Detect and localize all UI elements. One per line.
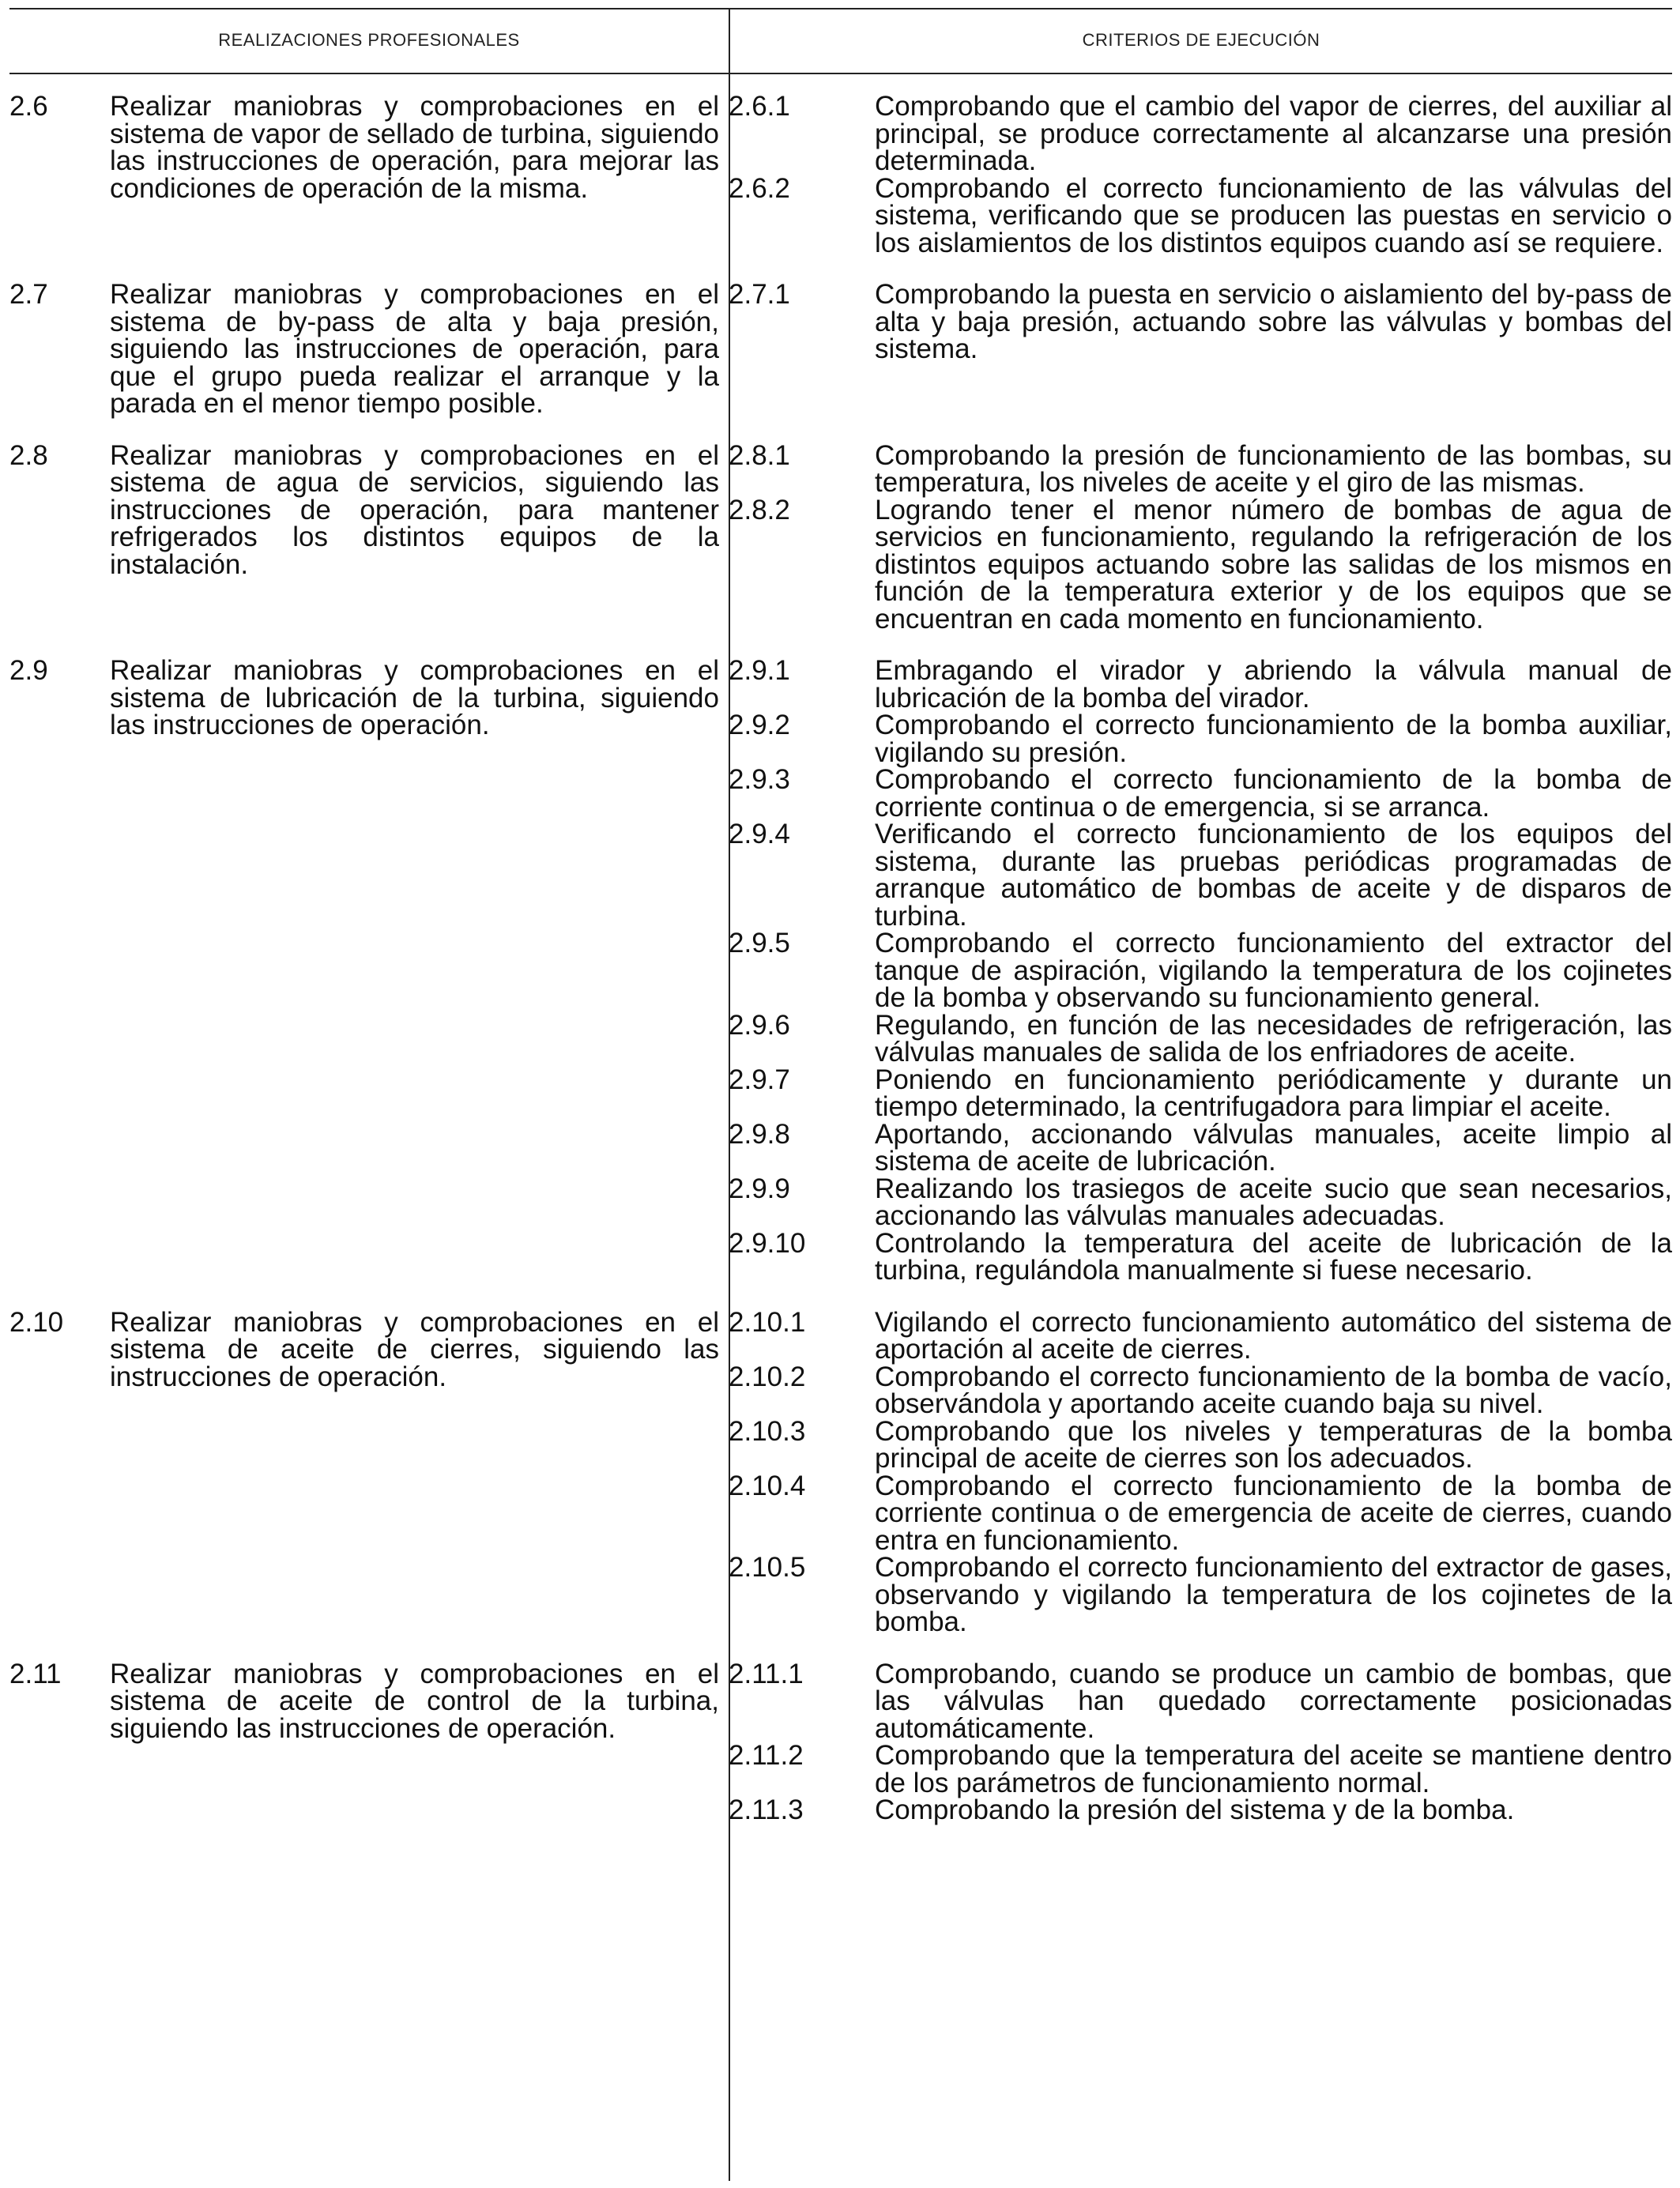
realizacion-text: Realizar maniobras y comprobaciones en el sistema de vapor de sellado de turbina, siguiendo las instrucciones de operación, para mejorar las condiciones de operación de la misma. — [110, 91, 719, 204]
criterio-item — [729, 1306, 1672, 1365]
realizacion-number: 2.6 — [9, 91, 48, 122]
criterio-item — [729, 1064, 1672, 1122]
criterio-text: Comprobando que el cambio del vapor de cierres, del auxiliar al principal, se produce correctamente al alcanzarse una presión determinada. — [875, 91, 1672, 176]
criterio-text: Embragando el virador y abriendo la válvula manual de lubricación de la bomba del virador. — [875, 655, 1672, 714]
criterio-text: Comprobando el correcto funcionamiento de la bomba de corriente continua o de emergencia, si se arranca. — [875, 764, 1672, 823]
criterio-item — [729, 1794, 1672, 1825]
criterio-text: Regulando, en función de las necesidades de refrigeración, las válvulas manuales de salida de los enfriadores de aceite. — [875, 1009, 1672, 1068]
criterio-item — [729, 821, 1672, 930]
row-spacer — [9, 418, 1672, 442]
criterio-text: Comprobando la presión del sistema y de la bomba. — [875, 1794, 1515, 1825]
table-row — [9, 439, 1672, 635]
criterio-number: 2.6.2 — [729, 172, 790, 204]
criterio-item — [729, 93, 1672, 175]
criterio-number: 2.9.10 — [729, 1227, 806, 1259]
criterio-number: 2.10.4 — [729, 1470, 806, 1501]
criterio-item — [729, 1742, 1672, 1797]
realizacion-cell — [9, 657, 719, 1285]
criterio-number: 2.9.8 — [729, 1118, 790, 1150]
criterio-number: 2.9.9 — [729, 1173, 790, 1204]
criterio-number: 2.9.5 — [729, 928, 790, 958]
table-row — [9, 281, 1672, 418]
criterio-text: Aportando, accionando válvulas manuales, aceite limpio al sistema de aceite de lubricación. — [875, 1118, 1672, 1177]
criterio-text: Verificando el correcto funcionamiento de los equipos del sistema, durante las pruebas periódicas programadas de arranque automático de bombas de aceite y de disparos de turbina. — [875, 819, 1672, 932]
criterio-number: 2.10.3 — [729, 1415, 806, 1447]
realizacion-text: Realizar maniobras y comprobaciones en el sistema de aceite de cierres, siguiendo las instrucciones de operación. — [110, 1306, 719, 1392]
realizacion-text: Realizar maniobras y comprobaciones en el sistema de by-pass de alta y baja presión, siguiendo las instrucciones de operación, para que el grupo pueda realizar el arranque y la parada en el menor tiempo posible. — [110, 279, 719, 419]
criterios-cell — [729, 657, 1672, 1285]
table-row — [9, 657, 1672, 1285]
criterio-text: Comprobando el correcto funcionamiento de la bomba de corriente continua o de emergencia de aceite de cierres, cuando entra en funcionamiento. — [875, 1470, 1672, 1556]
criterio-number: 2.11.1 — [729, 1658, 804, 1689]
criterio-item — [729, 439, 1672, 498]
criterio-number: 2.6.1 — [729, 91, 790, 122]
criterio-text: Comprobando el correcto funcionamiento de la bomba auxiliar, vigilando su presión. — [875, 710, 1672, 768]
criterio-number: 2.10.2 — [729, 1361, 806, 1392]
realizacion-cell — [9, 1658, 719, 1825]
criterio-number: 2.8.2 — [729, 494, 790, 525]
realizacion-cell — [9, 1306, 719, 1636]
criterio-number: 2.9.1 — [729, 655, 790, 686]
criterio-number: 2.8.1 — [729, 439, 790, 471]
criterio-text: Comprobando el correcto funcionamiento de las válvulas del sistema, verificando que se producen las puestas en servicio o los aislamientos de los distintos equipos cuando así se requiere. — [875, 172, 1672, 258]
criterio-item — [729, 1009, 1672, 1068]
criterios-cell — [729, 1306, 1672, 1637]
criterio-text: Comprobando la presión de funcionamiento de las bombas, su temperatura, los niveles de aceite y el giro de las mismas. — [875, 439, 1672, 498]
criterio-text: Comprobando el correcto funcionamiento del extractor de gases, observando y vigilando la temperatura de los cojinetes de la bomba. — [875, 1552, 1672, 1637]
realizacion-text: Realizar maniobras y comprobaciones en el sistema de agua de servicios, siguiendo las instrucciones de operación, para mantener refrigerados los distintos equipos de la instalación. — [110, 439, 719, 580]
criterio-item — [729, 1415, 1672, 1474]
row-spacer — [9, 257, 1672, 281]
criterio-item — [729, 766, 1672, 821]
realizacion-number: 2.7 — [9, 279, 48, 310]
criterio-text: Poniendo en funcionamiento periódicamente y durante un tiempo determinado, la centrifugadora para limpiar el aceite. — [875, 1064, 1672, 1122]
table-body — [9, 93, 1672, 1825]
realizacion-number: 2.11 — [9, 1658, 62, 1689]
criterio-text: Logrando tener el menor número de bombas de agua de servicios en funcionamiento, regulando la refrigeración de los distintos equipos actuando sobre las salidas de los mismos en función de la temperatura exterior y de los equipos que se encuentran en cada momento en funcionamiento. — [875, 494, 1672, 635]
criterio-number: 2.10.1 — [729, 1306, 806, 1338]
criterio-item — [729, 1361, 1672, 1419]
realizacion-cell — [9, 439, 719, 634]
criterio-item — [729, 1227, 1672, 1286]
criterio-item — [729, 657, 1672, 712]
row-spacer — [9, 1636, 1672, 1661]
criterio-item — [729, 1118, 1672, 1177]
row-spacer — [9, 633, 1672, 657]
criterio-item — [729, 712, 1672, 766]
criterio-number: 2.9.3 — [729, 764, 790, 795]
column-header-realizaciones: REALIZACIONES PROFESIONALES — [218, 30, 520, 50]
realizacion-number: 2.8 — [9, 439, 48, 471]
criterio-text: Comprobando que los niveles y temperaturas de la bomba principal de aceite de cierres son los adecuados. — [875, 1415, 1672, 1474]
realizacion-number: 2.9 — [9, 655, 48, 686]
criterio-text: Comprobando el correcto funcionamiento del extractor del tanque de aspiración, vigilando la temperatura de los cojinetes de la bomba y observando su funcionamiento general. — [875, 928, 1672, 1013]
criterios-cell — [729, 1658, 1672, 1825]
document-page — [9, 8, 1672, 2181]
criterio-text: Comprobando la puesta en servicio o aislamiento del by-pass de alta y baja presión, actuando sobre las válvulas y bombas del sistema. — [875, 279, 1672, 364]
table-row — [9, 1658, 1672, 1825]
criterio-item — [729, 172, 1672, 258]
criterio-text: Controlando la temperatura del aceite de lubricación de la turbina, regulándola manualmente si fuese necesario. — [875, 1227, 1672, 1286]
criterio-item — [729, 1173, 1672, 1231]
criterio-number: 2.7.1 — [729, 279, 790, 310]
criterio-item — [729, 1554, 1672, 1636]
criterio-number: 2.9.2 — [729, 710, 790, 740]
criterio-number: 2.9.7 — [729, 1064, 790, 1095]
criterio-number: 2.11.2 — [729, 1740, 804, 1771]
criterios-cell — [729, 439, 1672, 635]
criterio-item — [729, 930, 1672, 1012]
column-header-criterios: CRITERIOS DE EJECUCIÓN — [1082, 30, 1320, 50]
criterios-cell — [729, 93, 1672, 257]
table-header-rule — [9, 73, 1672, 74]
criterio-number: 2.11.3 — [729, 1794, 804, 1825]
criterio-text: Comprobando que la temperatura del aceite se mantiene dentro de los parámetros de funcionamiento normal. — [875, 1740, 1672, 1798]
criterio-number: 2.10.5 — [729, 1552, 806, 1583]
realizacion-text: Realizar maniobras y comprobaciones en el sistema de aceite de control de la turbina, siguiendo las instrucciones de operación. — [110, 1658, 719, 1744]
criterio-number: 2.9.4 — [729, 819, 790, 849]
criterio-text: Realizando los trasiegos de aceite sucio que sean necesarios, accionando las válvulas manuales adecuadas. — [875, 1173, 1672, 1231]
realizacion-text: Realizar maniobras y comprobaciones en el sistema de lubricación de la turbina, siguiendo las instrucciones de operación. — [110, 655, 719, 740]
criterio-number: 2.9.6 — [729, 1009, 790, 1041]
criterio-item — [729, 1658, 1672, 1744]
criterio-text: Vigilando el correcto funcionamiento automático del sistema de aportación al aceite de cierres. — [875, 1306, 1672, 1365]
criterio-item — [729, 494, 1672, 635]
criterio-item — [729, 281, 1672, 363]
criterio-text: Comprobando el correcto funcionamiento de la bomba de vacío, observándola y aportando aceite cuando baja su nivel. — [875, 1361, 1672, 1419]
table-row — [9, 93, 1672, 257]
criterio-text: Comprobando, cuando se produce un cambio de bombas, que las válvulas han quedado correctamente posicionadas automáticamente. — [875, 1658, 1672, 1744]
row-spacer — [9, 1285, 1672, 1309]
criterios-cell — [729, 281, 1672, 418]
realizacion-cell — [9, 281, 719, 418]
realizacion-cell — [9, 93, 719, 257]
realizacion-number: 2.10 — [9, 1306, 64, 1338]
table-row — [9, 1306, 1672, 1637]
criterio-item — [729, 1470, 1672, 1556]
